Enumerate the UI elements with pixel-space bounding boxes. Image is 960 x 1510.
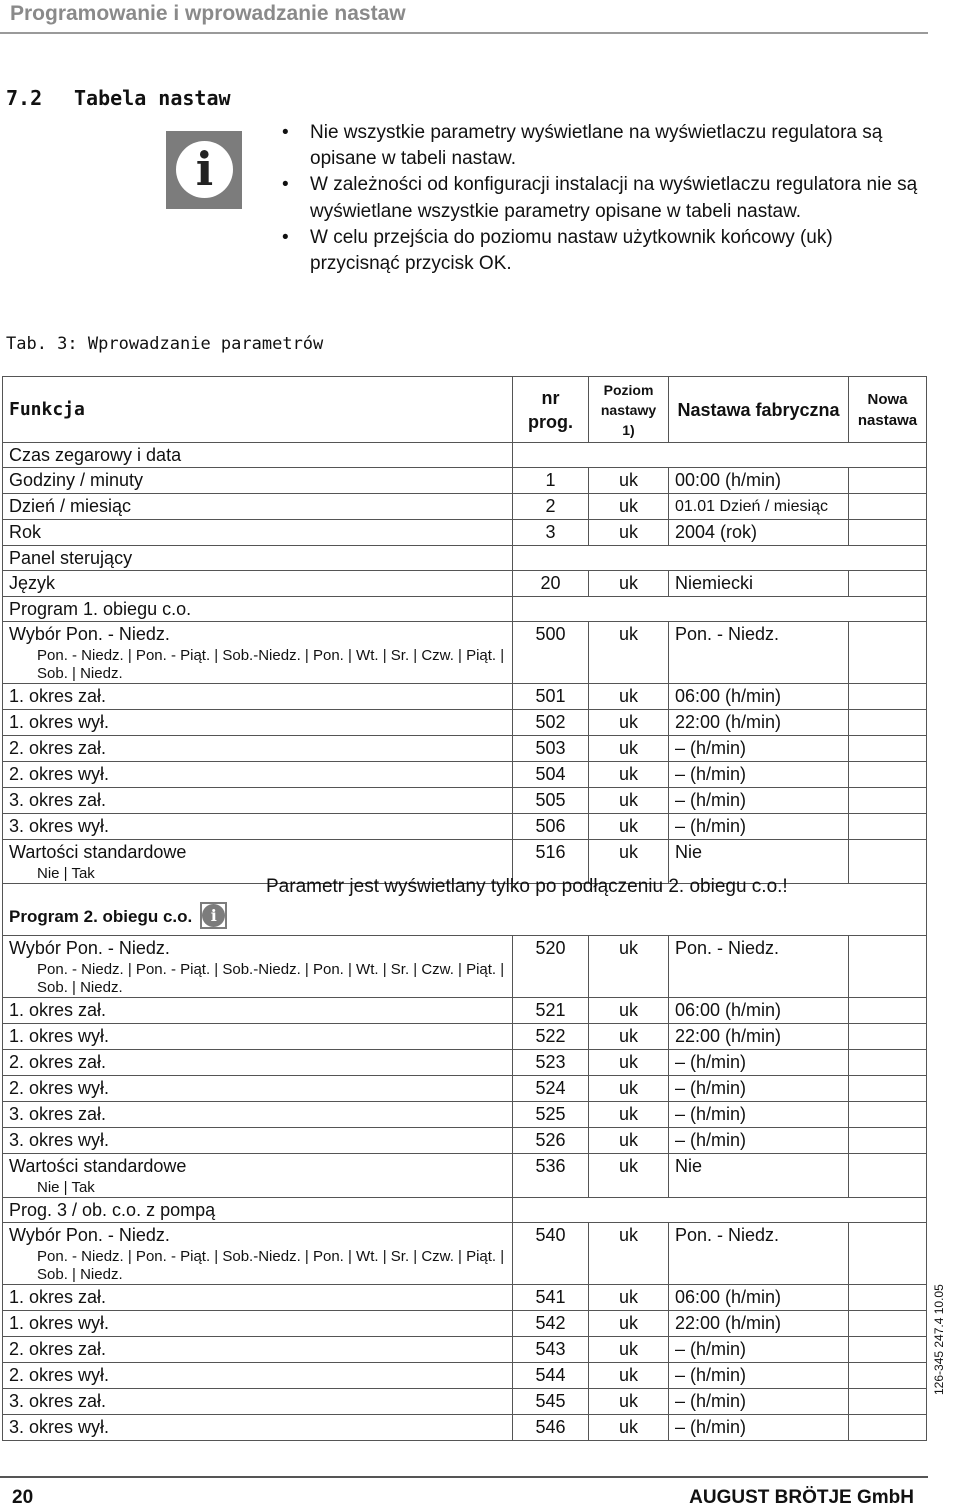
- new-value-cell: [849, 1389, 927, 1415]
- prog-number: 526: [513, 1128, 589, 1154]
- section-title: Tabela nastaw: [74, 86, 231, 110]
- factory-value: – (h/min): [669, 1050, 849, 1076]
- table-row: [3, 494, 927, 520]
- info-icon: i: [200, 902, 227, 929]
- new-value-cell: [849, 1415, 927, 1441]
- table-row: [3, 1050, 927, 1076]
- table-row: [3, 1311, 927, 1337]
- prog-number: 505: [513, 788, 589, 814]
- param-name: 3. okres zał.: [9, 790, 107, 810]
- group-title: Prog. 3 / ob. c.o. z pompą: [3, 1198, 513, 1223]
- param-name-cell: [3, 1389, 513, 1415]
- group-empty-cell: [513, 1198, 927, 1223]
- setting-level: uk: [589, 1311, 669, 1337]
- param-name-cell: [3, 762, 513, 788]
- document-code: 126-345 247.4 10.05: [932, 1284, 946, 1395]
- new-value-cell: [849, 736, 927, 762]
- new-value-cell: [849, 468, 927, 494]
- setting-level: uk: [589, 1154, 669, 1198]
- param-name: 2. okres wył.: [9, 1078, 110, 1098]
- setting-level: uk: [589, 494, 669, 520]
- table-row: [3, 1102, 927, 1128]
- table-row: [3, 1024, 927, 1050]
- page-header-title: Programowanie i wprowadzanie nastaw: [10, 2, 406, 25]
- prog-number: 520: [513, 936, 589, 998]
- new-value-cell: [849, 814, 927, 840]
- new-value-cell: [849, 622, 927, 684]
- table-row: [3, 520, 927, 546]
- prog-number: 525: [513, 1102, 589, 1128]
- param-name-cell: [3, 1050, 513, 1076]
- info-icon: i: [166, 131, 242, 209]
- col-header-nowa: Nowa nastawa: [849, 377, 927, 443]
- setting-level: uk: [589, 1285, 669, 1311]
- factory-value: Pon. - Niedz.: [669, 936, 849, 998]
- table-row: [3, 468, 927, 494]
- param-name: 1. okres zał.: [9, 1000, 107, 1020]
- param-name-cell: [3, 788, 513, 814]
- factory-value: 01.01 Dzień / miesiąc: [669, 494, 849, 520]
- prog-number: 546: [513, 1415, 589, 1441]
- new-value-cell: [849, 1337, 927, 1363]
- setting-level: uk: [589, 998, 669, 1024]
- param-name-cell: [3, 571, 513, 597]
- setting-level: uk: [589, 762, 669, 788]
- table-row: [3, 1415, 927, 1441]
- table-row: [3, 1223, 927, 1285]
- param-name-cell: [3, 1223, 513, 1285]
- factory-value: – (h/min): [669, 1389, 849, 1415]
- param-name: 2. okres zał.: [9, 1339, 107, 1359]
- new-value-cell: [849, 1311, 927, 1337]
- table-row: [3, 1363, 927, 1389]
- param-name: 2. okres zał.: [9, 1052, 107, 1072]
- param-name: Wybór Pon. - Niedz.: [9, 624, 170, 644]
- factory-value: – (h/min): [669, 1076, 849, 1102]
- factory-value: Nie: [669, 1154, 849, 1198]
- param-name-cell: [3, 1363, 513, 1389]
- group-row: [3, 1198, 927, 1223]
- new-value-cell: [849, 1076, 927, 1102]
- table-row: [3, 998, 927, 1024]
- factory-value: – (h/min): [669, 1102, 849, 1128]
- table-row: [3, 1285, 927, 1311]
- param-name: Godziny / minuty: [9, 470, 144, 490]
- new-value-cell: [849, 1050, 927, 1076]
- factory-value: – (h/min): [669, 1415, 849, 1441]
- factory-value: – (h/min): [669, 1128, 849, 1154]
- new-value-cell: [849, 1154, 927, 1198]
- param-options: Nie | Tak: [37, 865, 95, 882]
- prog-number: 1: [513, 468, 589, 494]
- prog-number: 516: [513, 840, 589, 884]
- section-number: 7.2: [6, 86, 43, 110]
- factory-value: – (h/min): [669, 1363, 849, 1389]
- new-value-cell: [849, 1024, 927, 1050]
- prog-number: 523: [513, 1050, 589, 1076]
- param-name-cell: [3, 1337, 513, 1363]
- param-name-cell: [3, 1102, 513, 1128]
- factory-value: 06:00 (h/min): [669, 998, 849, 1024]
- new-value-cell: [849, 998, 927, 1024]
- setting-level: uk: [589, 1389, 669, 1415]
- factory-value: 06:00 (h/min): [669, 684, 849, 710]
- group-title: Czas zegarowy i data: [3, 443, 513, 468]
- prog-number: 20: [513, 571, 589, 597]
- setting-level: uk: [589, 736, 669, 762]
- prog-number: 504: [513, 762, 589, 788]
- new-value-cell: [849, 571, 927, 597]
- param-name: 2. okres wył.: [9, 1365, 110, 1385]
- param-options: Pon. - Niedz. | Pon. - Piąt. | Sob.-Niedz. | Pon. | Wt. | Sr. | Czw. | Piąt. | Sob. | Niedz.: [37, 1248, 505, 1283]
- factory-value: 22:00 (h/min): [669, 1311, 849, 1337]
- prog-number: 541: [513, 1285, 589, 1311]
- table-row: [3, 622, 927, 684]
- factory-value: 2004 (rok): [669, 520, 849, 546]
- new-value-cell: [849, 494, 927, 520]
- param-name-cell: [3, 936, 513, 998]
- group-title: Panel sterujący: [3, 546, 513, 571]
- factory-value: 00:00 (h/min): [669, 468, 849, 494]
- table-row: [3, 814, 927, 840]
- param-name-cell: [3, 1311, 513, 1337]
- table-row: [3, 788, 927, 814]
- table-row: [3, 762, 927, 788]
- param-name: Rok: [9, 522, 42, 542]
- param-name-cell: [3, 1076, 513, 1102]
- prog-number: 501: [513, 684, 589, 710]
- setting-level: uk: [589, 684, 669, 710]
- group-row: [3, 443, 927, 468]
- new-value-cell: [849, 1223, 927, 1285]
- setting-level: uk: [589, 1223, 669, 1285]
- prog-number: 544: [513, 1363, 589, 1389]
- param-name: 3. okres zał.: [9, 1391, 107, 1411]
- table-row: [3, 1154, 927, 1198]
- param-name: 1. okres wył.: [9, 1026, 110, 1046]
- new-value-cell: [849, 936, 927, 998]
- factory-value: – (h/min): [669, 1337, 849, 1363]
- setting-level: uk: [589, 1128, 669, 1154]
- param-name-cell: [3, 1128, 513, 1154]
- param-name: 3. okres wył.: [9, 1417, 110, 1437]
- table-caption: Tab. 3: Wprowadzanie parametrów: [6, 334, 324, 354]
- setting-level: uk: [589, 1024, 669, 1050]
- group-empty-cell: [513, 597, 927, 622]
- prog-number: 502: [513, 710, 589, 736]
- param-name: Język: [9, 573, 56, 593]
- group-empty-cell: [513, 546, 927, 571]
- footer-brand: AUGUST BRÖTJE GmbH: [689, 1487, 914, 1508]
- group-row: [3, 597, 927, 622]
- new-value-cell: [849, 684, 927, 710]
- param-name-cell: [3, 622, 513, 684]
- table-row: [3, 1128, 927, 1154]
- col-header-poziom: Poziom nastawy 1): [589, 377, 669, 443]
- param-name-cell: [3, 684, 513, 710]
- setting-level: uk: [589, 468, 669, 494]
- setting-level: uk: [589, 1363, 669, 1389]
- param-options: Pon. - Niedz. | Pon. - Piąt. | Sob.-Niedz. | Pon. | Wt. | Sr. | Czw. | Piąt. | Sob. | Niedz.: [37, 647, 505, 682]
- prog-number: 506: [513, 814, 589, 840]
- footer-rule: [0, 1476, 928, 1478]
- table-header-row: [3, 377, 927, 443]
- param-name-cell: [3, 1415, 513, 1441]
- factory-value: – (h/min): [669, 788, 849, 814]
- new-value-cell: [849, 1102, 927, 1128]
- setting-level: uk: [589, 788, 669, 814]
- table-row: [3, 571, 927, 597]
- col-header-fabryczna: Nastawa fabryczna: [669, 377, 849, 443]
- col-header-nr-prog: nr prog.: [513, 377, 589, 443]
- setting-level: uk: [589, 814, 669, 840]
- param-name: 3. okres wył.: [9, 816, 110, 836]
- param-name-cell: [3, 998, 513, 1024]
- factory-value: Niemiecki: [669, 571, 849, 597]
- table-row: [3, 1337, 927, 1363]
- group-title-text: Program 2. obiegu c.o.: [9, 907, 193, 927]
- new-value-cell: [849, 1363, 927, 1389]
- new-value-cell: [849, 1128, 927, 1154]
- param-name-cell: [3, 814, 513, 840]
- factory-value: 06:00 (h/min): [669, 1285, 849, 1311]
- table-row: [3, 710, 927, 736]
- new-value-cell: [849, 788, 927, 814]
- prog-number: 2: [513, 494, 589, 520]
- factory-value: 22:00 (h/min): [669, 710, 849, 736]
- prog-number: 543: [513, 1337, 589, 1363]
- setting-level: uk: [589, 1050, 669, 1076]
- param-name: Dzień / miesiąc: [9, 496, 132, 516]
- setting-level: uk: [589, 936, 669, 998]
- param-options: Nie | Tak: [37, 1179, 95, 1196]
- table-row: [3, 1389, 927, 1415]
- setting-level: uk: [589, 710, 669, 736]
- table-row: [3, 684, 927, 710]
- bullet-item: • W celu przejścia do poziomu nastaw użytkownik końcowy (uk) przycisnąć przycisk OK.: [282, 225, 922, 277]
- param-options: Pon. - Niedz. | Pon. - Piąt. | Sob.-Niedz. | Pon. | Wt. | Sr. | Czw. | Piąt. | Sob. | Niedz.: [37, 961, 505, 996]
- group-empty-cell: [513, 443, 927, 468]
- factory-value: – (h/min): [669, 736, 849, 762]
- setting-level: uk: [589, 1415, 669, 1441]
- new-value-cell: [849, 840, 927, 884]
- setting-level: uk: [589, 571, 669, 597]
- factory-value: Pon. - Niedz.: [669, 622, 849, 684]
- param-name-cell: [3, 1154, 513, 1198]
- table-row: [3, 1076, 927, 1102]
- prog-number: 545: [513, 1389, 589, 1415]
- param-name-cell: [3, 736, 513, 762]
- group-title: Program 1. obiegu c.o.: [3, 597, 513, 622]
- param-name-cell: [3, 520, 513, 546]
- setting-level: uk: [589, 840, 669, 884]
- setting-level: uk: [589, 520, 669, 546]
- prog-number: 536: [513, 1154, 589, 1198]
- param-name: 2. okres zał.: [9, 738, 107, 758]
- prog-number: 522: [513, 1024, 589, 1050]
- settings-table: [2, 376, 927, 1441]
- prog-number: 524: [513, 1076, 589, 1102]
- param-name: 3. okres zał.: [9, 1104, 107, 1124]
- col-header-funkcja: Funkcja: [3, 377, 513, 443]
- param-name: Wartości standardowe: [9, 842, 187, 862]
- param-name: Wartości standardowe: [9, 1156, 187, 1176]
- param-name-cell: [3, 468, 513, 494]
- setting-level: uk: [589, 1337, 669, 1363]
- info-bullet-list: [282, 120, 922, 277]
- page-number: 20: [12, 1487, 34, 1508]
- param-name-cell: [3, 494, 513, 520]
- new-value-cell: [849, 710, 927, 736]
- table-row: [3, 936, 927, 998]
- factory-value: Nie: [669, 840, 849, 884]
- param-name: 1. okres zał.: [9, 686, 107, 706]
- group-row: [3, 546, 927, 571]
- prog-number: 521: [513, 998, 589, 1024]
- param-name-cell: [3, 1285, 513, 1311]
- prog-number: 3: [513, 520, 589, 546]
- setting-level: uk: [589, 1076, 669, 1102]
- prog-number: 503: [513, 736, 589, 762]
- param-name: Wybór Pon. - Niedz.: [9, 1225, 170, 1245]
- prog2-note: Parametr jest wyświetlany tylko po podłączeniu 2. obiegu c.o.!: [266, 876, 788, 897]
- new-value-cell: [849, 1285, 927, 1311]
- param-name: 1. okres wył.: [9, 712, 110, 732]
- param-name: Wybór Pon. - Niedz.: [9, 938, 170, 958]
- factory-value: 22:00 (h/min): [669, 1024, 849, 1050]
- param-name: 3. okres wył.: [9, 1130, 110, 1150]
- setting-level: uk: [589, 1102, 669, 1128]
- new-value-cell: [849, 762, 927, 788]
- bullet-item: • Nie wszystkie parametry wyświetlane na wyświetlaczu regulatora są opisane w tabeli nastaw.: [282, 120, 922, 172]
- factory-value: – (h/min): [669, 814, 849, 840]
- param-name-cell: [3, 710, 513, 736]
- new-value-cell: [849, 520, 927, 546]
- header-rule: [0, 32, 928, 34]
- table-row: [3, 736, 927, 762]
- setting-level: uk: [589, 622, 669, 684]
- param-name: 2. okres wył.: [9, 764, 110, 784]
- param-name-cell: [3, 1024, 513, 1050]
- param-name: 1. okres wył.: [9, 1313, 110, 1333]
- factory-value: Pon. - Niedz.: [669, 1223, 849, 1285]
- bullet-item: • W zależności od konfiguracji instalacji na wyświetlaczu regulatora nie są wyświetlane wszystkie parametry opisane w tabeli nastaw.: [282, 172, 922, 224]
- prog-number: 542: [513, 1311, 589, 1337]
- param-name: 1. okres zał.: [9, 1287, 107, 1307]
- prog-number: 540: [513, 1223, 589, 1285]
- prog-number: 500: [513, 622, 589, 684]
- factory-value: – (h/min): [669, 762, 849, 788]
